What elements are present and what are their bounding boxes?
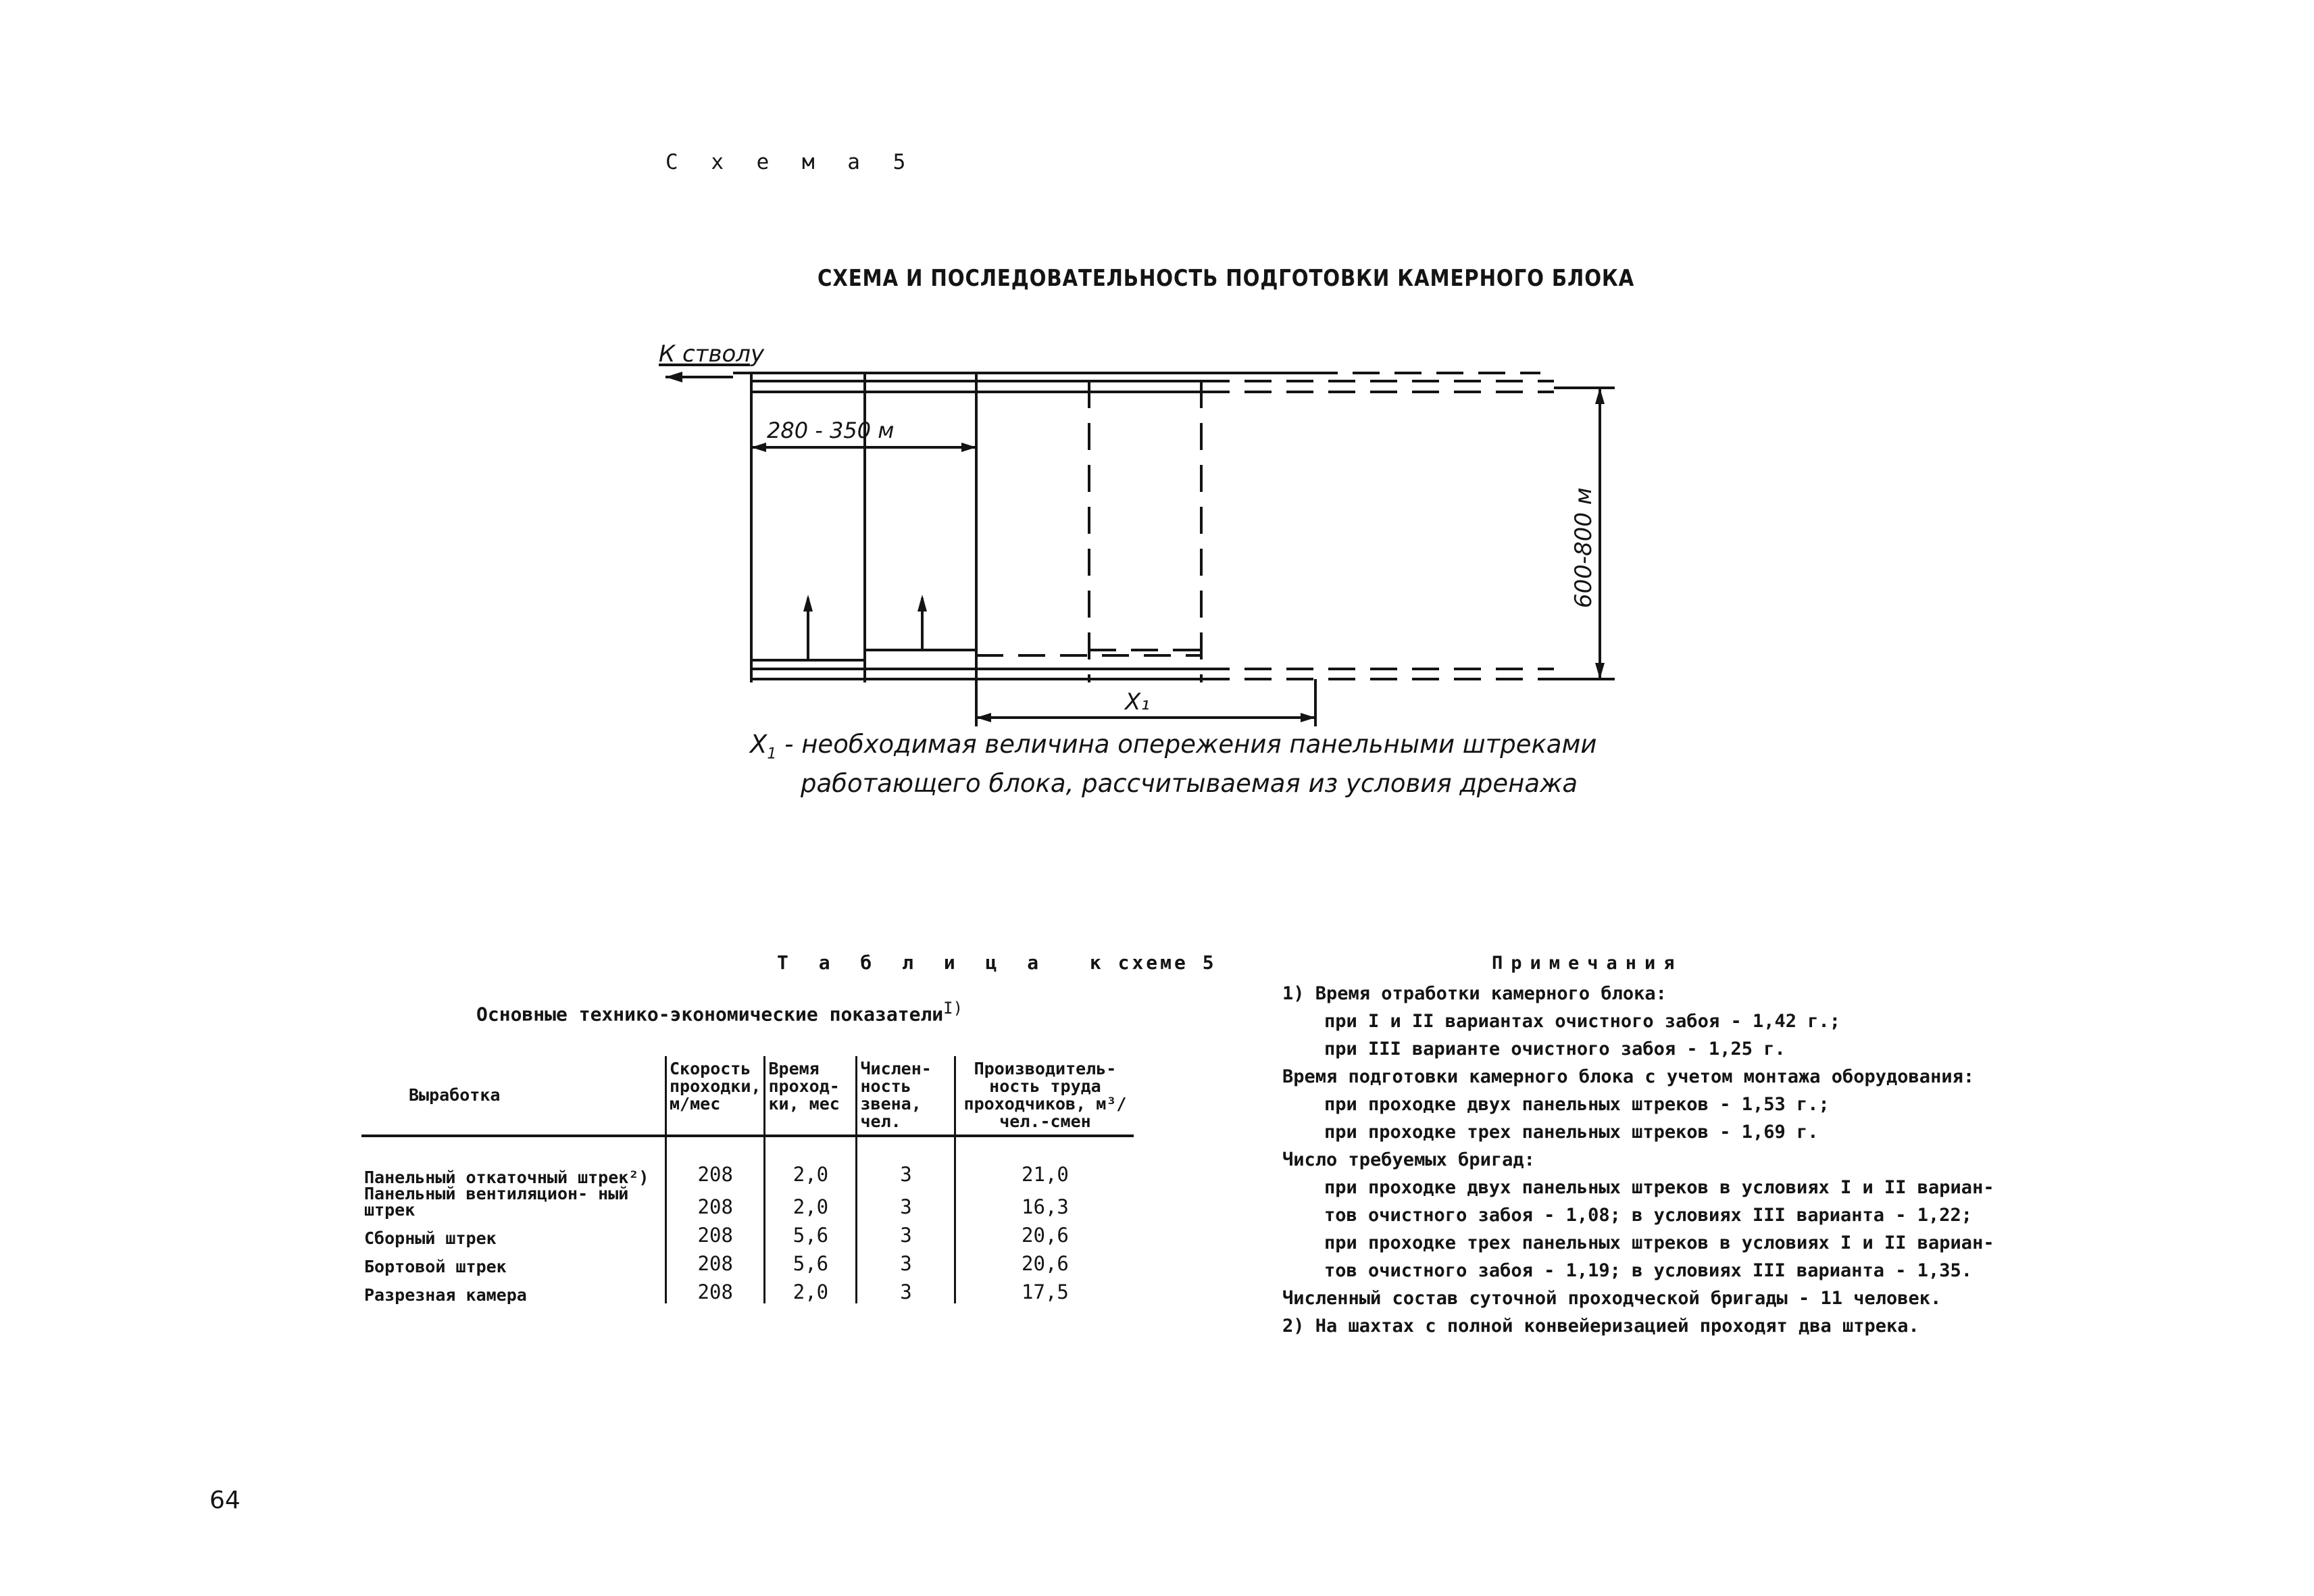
row-productivity: 20,6 <box>955 1247 1134 1275</box>
row-time: 2,0 <box>765 1186 857 1218</box>
row-crew: 3 <box>857 1275 955 1303</box>
row-speed: 208 <box>666 1275 765 1303</box>
row-name: Сборный штрек <box>364 1228 497 1248</box>
row-speed: 208 <box>666 1136 765 1186</box>
note-line: при III варианте очистного забоя - 1,25 г. <box>1324 1039 1786 1059</box>
note-line: 1) Время отработки камерного блока: <box>1282 983 1667 1004</box>
x1-arrow-left <box>976 713 991 722</box>
table-subtitle: Основные технико-экономические показатели$^{I)}$ <box>476 999 963 1026</box>
indicators-table <box>361 1056 1134 1303</box>
header-working: Выработка <box>361 1056 666 1136</box>
row-speed: 208 <box>666 1247 765 1275</box>
note-line: при проходке двух панельных штреков в условиях I и II вариан- <box>1324 1177 1994 1198</box>
row-crew: 3 <box>857 1247 955 1275</box>
note-line: при I и II вариантах очистного забоя - 1,42 г.; <box>1324 1011 1841 1032</box>
direction-arrow-head <box>665 372 682 382</box>
note-line: при проходке трех панельных штреков в условиях I и II вариан- <box>1324 1232 1994 1253</box>
direction-label: К стволу <box>659 341 765 368</box>
row-name: Разрезная камера <box>364 1285 527 1305</box>
advance-arrow-2-head <box>917 595 927 612</box>
height-arrow-bottom <box>1595 663 1605 679</box>
caption-line-2: работающего блока, рассчитываемая из условия дренажа <box>801 769 1578 799</box>
note-line: тов очистного забоя - 1,08; в условиях III варианта - 1,22; <box>1324 1205 1973 1226</box>
row-speed: 208 <box>666 1186 765 1218</box>
header-time: Время проход- ки, мес <box>765 1056 857 1136</box>
note-line: при проходке двух панельных штреков - 1,53 г.; <box>1324 1094 1830 1115</box>
table-row <box>361 1186 1134 1218</box>
table-row <box>361 1275 1134 1303</box>
row-speed: 208 <box>666 1218 765 1247</box>
note-line: при проходке трех панельных штреков - 1,69 г. <box>1324 1122 1819 1143</box>
table-label: Т а б л и ц а к схеме 5 <box>777 951 1217 974</box>
note-line: Численный состав суточной проходческой бригады - 11 человек. <box>1282 1288 1942 1309</box>
row-time: 5,6 <box>765 1247 857 1275</box>
caption-line-1: - необходимая величина опережения панельными штреками <box>776 730 1597 759</box>
scheme-label: С х е м а 5 <box>665 150 916 174</box>
width-arrow-left <box>751 443 766 452</box>
table-row <box>361 1136 1134 1186</box>
height-label: 600-800 м <box>1570 487 1597 608</box>
x1-label: X₁ <box>1125 689 1150 716</box>
table-row <box>361 1247 1134 1275</box>
row-name: Бортовой штрек <box>364 1257 507 1276</box>
note-line: тов очистного забоя - 1,19; в условиях III варианта - 1,35. <box>1324 1260 1973 1281</box>
notes-heading: Примечания <box>1492 953 1683 974</box>
row-name: Панельный вентиляцион- ный штрек <box>364 1184 629 1220</box>
header-speed: Скорость проходки, м/мес <box>666 1056 765 1136</box>
row-crew: 3 <box>857 1218 955 1247</box>
row-productivity: 16,3 <box>955 1186 1134 1218</box>
table-row <box>361 1218 1134 1247</box>
row-productivity: 17,5 <box>955 1275 1134 1303</box>
row-crew: 3 <box>857 1136 955 1186</box>
row-time: 5,6 <box>765 1218 857 1247</box>
row-time: 2,0 <box>765 1275 857 1303</box>
row-productivity: 20,6 <box>955 1218 1134 1247</box>
notes-block <box>1282 949 1994 1340</box>
table-header-row <box>361 1056 1134 1136</box>
row-time: 2,0 <box>765 1136 857 1186</box>
note-line: Число требуемых бригад: <box>1282 1149 1535 1170</box>
diagram-caption <box>750 730 1596 799</box>
page-title: СХЕМА И ПОСЛЕДОВАТЕЛЬНОСТЬ ПОДГОТОВКИ КАМЕРНОГО БЛОКА <box>818 265 1635 292</box>
x1-arrow-right <box>1301 713 1315 722</box>
note-line: 2) На шахтах с полной конвейеризацией проходят два штрека. <box>1282 1316 1919 1337</box>
header-productivity: Производитель- ность труда проходчиков, м³/чел.-смен <box>955 1056 1134 1136</box>
row-crew: 3 <box>857 1186 955 1218</box>
height-arrow-top <box>1595 388 1605 404</box>
page-number: 64 <box>209 1487 241 1514</box>
row-name: Панельный откаточный штрек²) <box>364 1168 649 1187</box>
note-line: Время подготовки камерного блока с учетом монтажа оборудования: <box>1282 1066 1975 1087</box>
row-productivity: 21,0 <box>955 1136 1134 1186</box>
header-crew: Числен- ность звена, чел. <box>857 1056 955 1136</box>
width-label: 280 - 350 м <box>767 418 895 443</box>
width-arrow-right <box>961 443 976 452</box>
caption-symbol: $X_1$ <box>750 730 777 763</box>
advance-arrow-1-head <box>803 595 813 612</box>
